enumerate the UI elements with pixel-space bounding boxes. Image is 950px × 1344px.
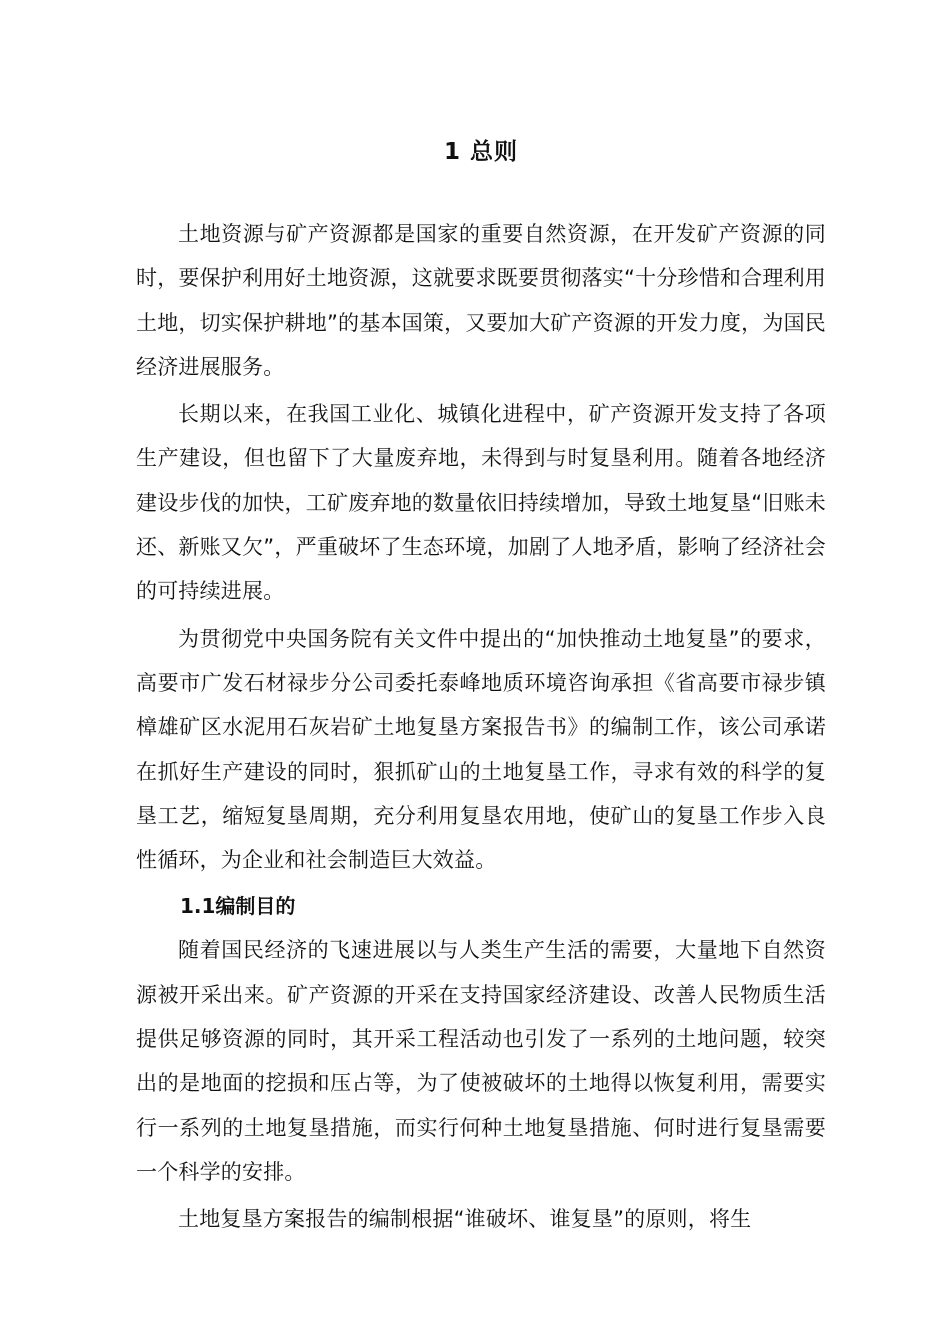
body-paragraph-1: 土地资源与矿产资源都是国家的重要自然资源，在开发矿产资源的同时，要保护利用好土地资源，这就要求既要贯彻落实“十分珍惜和合理利用土地，切实保护耕地”的基本国策，又要加大矿产资源的开发力度，为国民经济进展服务。 <box>136 222 826 379</box>
document-page <box>136 128 826 1242</box>
body-paragraph-3: 为贯彻党中央国务院有关文件中提出的“加快推动土地复垦”的要求，高要市广发石材禄步分公司委托泰峰地质环境咨询承担《省高要市禄步镇樟雄矿区水泥用石灰岩矿土地复垦方案报告书》的编制工作，该公司承诺在抓好生产建设的同时，狠抓矿山的土地复垦工作，寻求有效的科学的复垦工艺，缩短复垦周期，充分利用复垦农用地，使矿山的复垦工作步入良性循环，为企业和社会制造巨大效益。 <box>136 626 826 873</box>
section-title: 1.1编制目的 <box>180 894 296 919</box>
section-paragraph-2: 土地复垦方案报告的编制根据“谁破坏、谁复垦”的原则，将生 <box>178 1207 752 1232</box>
chapter-title: 1 总则 <box>443 139 518 165</box>
section-paragraph-1: 随着国民经济的飞速进展以与人类生产生活的需要，大量地下自然资源被开采出来。矿产资源的开采在支持国家经济建设、改善人民物质生活提供足够资源的同时，其开采工程活动也引发了一系列的土地问题，较突出的是地面的挖损和压占等，为了使被破坏的土地得以恢复利用，需要实行一系列的土地复垦措施，而实行何种土地复垦措施、何时进行复垦需要一个科学的安排。 <box>136 938 826 1184</box>
body-paragraph-2: 长期以来，在我国工业化、城镇化进程中，矿产资源开发支持了各项生产建设，但也留下了大量废弃地，未得到与时复垦利用。随着各地经济建设步伐的加快，工矿废弃地的数量依旧持续增加，导致土地复垦“旧账未还、新账又欠”，严重破坏了生态环境，加剧了人地矛盾，影响了经济社会的可持续进展。 <box>136 402 826 604</box>
